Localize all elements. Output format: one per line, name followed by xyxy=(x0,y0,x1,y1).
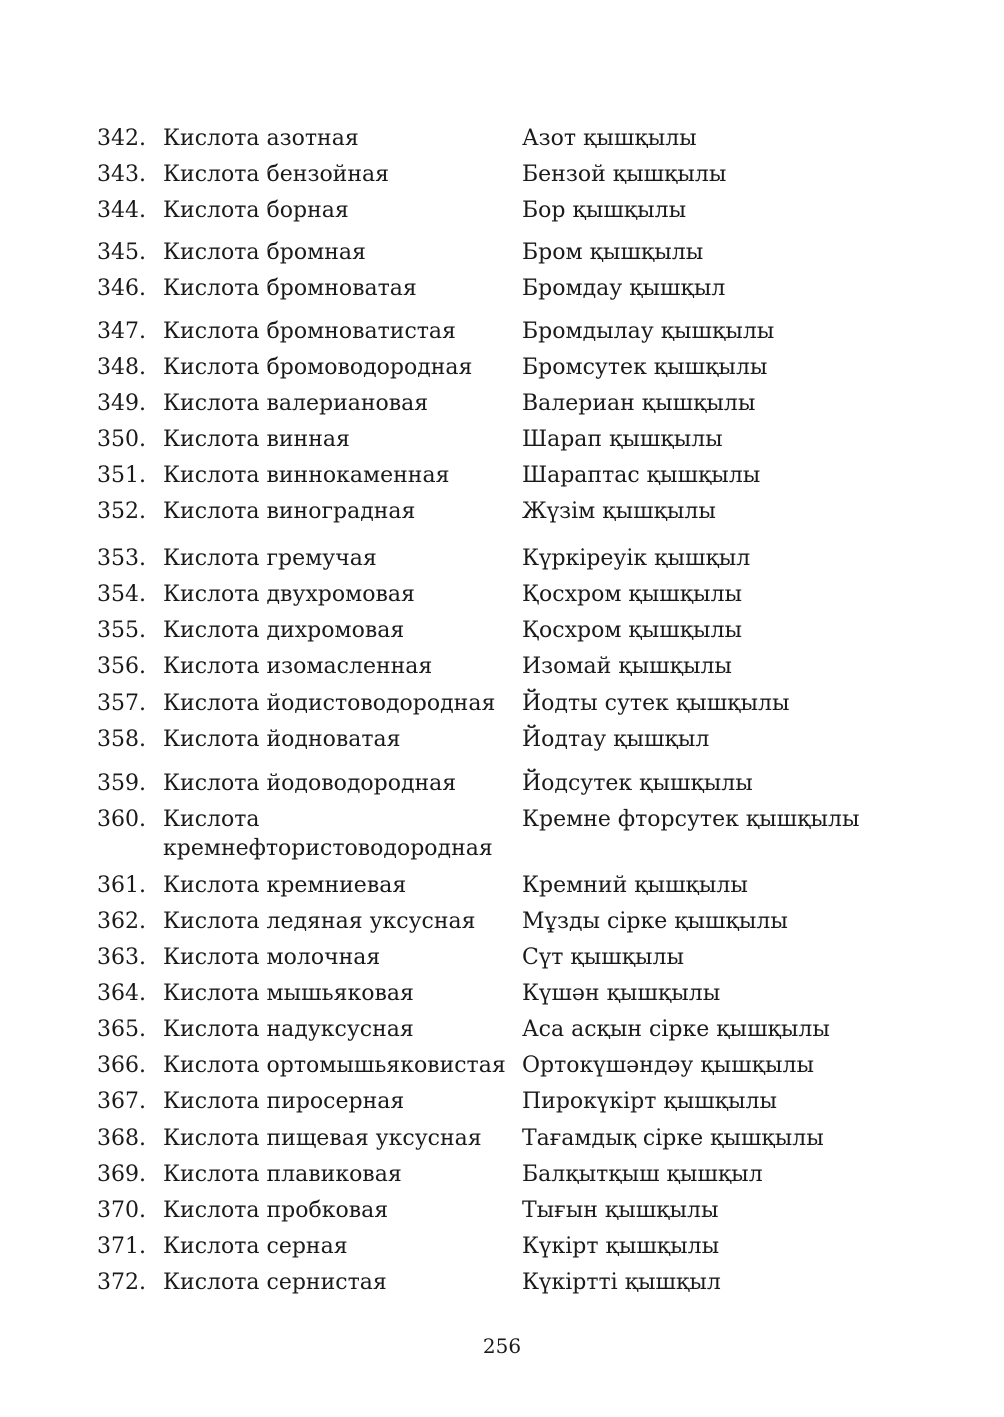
kazakh-term: Азот қышқылы xyxy=(522,126,697,151)
kazakh-term: Бром қышқылы xyxy=(522,240,704,265)
kazakh-term: Шарап қышқылы xyxy=(522,427,723,452)
kazakh-term: Ортокүшәндәу қышқылы xyxy=(522,1053,814,1078)
kazakh-term: Жүзім қышқылы xyxy=(522,499,716,524)
kazakh-term: Күкірт қышқылы xyxy=(522,1234,720,1259)
kazakh-term: Бор қышқылы xyxy=(522,198,687,223)
russian-term: Кислота бромноватистая xyxy=(163,319,456,344)
entry-number: 372. xyxy=(97,1270,146,1295)
entry-number: 365. xyxy=(97,1017,146,1042)
entry-number: 361. xyxy=(97,873,146,898)
russian-term: Кислота плавиковая xyxy=(163,1162,402,1187)
kazakh-term: Тағамдық сірке қышқылы xyxy=(522,1126,824,1151)
kazakh-term: Бромдылау қышқылы xyxy=(522,319,775,344)
entry-number: 371. xyxy=(97,1234,146,1259)
kazakh-term: Изомай қышқылы xyxy=(522,654,732,679)
entry-number: 370. xyxy=(97,1198,146,1223)
kazakh-term: Балқытқыш қышқыл xyxy=(522,1162,763,1187)
russian-term: Кислота виноградная xyxy=(163,499,416,524)
entry-number: 347. xyxy=(97,319,146,344)
russian-term: Кислота борная xyxy=(163,198,349,223)
entry-number: 343. xyxy=(97,162,146,187)
entry-number: 352. xyxy=(97,499,146,524)
kazakh-term: Бензой қышқылы xyxy=(522,162,727,187)
russian-term: Кислота гремучая xyxy=(163,546,377,571)
russian-term: Кислота азотная xyxy=(163,126,359,151)
kazakh-term: Пирокүкірт қышқылы xyxy=(522,1089,778,1114)
russian-term: Кислота йодноватая xyxy=(163,727,401,752)
entry-number: 351. xyxy=(97,463,146,488)
kazakh-term: Валериан қышқылы xyxy=(522,391,756,416)
entry-number: 367. xyxy=(97,1089,146,1114)
russian-term: Кислота сернистая xyxy=(163,1270,387,1295)
entry-number: 368. xyxy=(97,1126,146,1151)
entry-number: 362. xyxy=(97,909,146,934)
kazakh-term: Сүт қышқылы xyxy=(522,945,685,970)
kazakh-term: Күкіртті қышқыл xyxy=(522,1270,721,1295)
entry-number: 350. xyxy=(97,427,146,452)
page-number: 256 xyxy=(482,1334,522,1358)
russian-term: Кислота бензойная xyxy=(163,162,390,187)
entry-number: 355. xyxy=(97,618,146,643)
russian-term: Кислота мышьяковая xyxy=(163,981,414,1006)
entry-number: 364. xyxy=(97,981,146,1006)
kazakh-term: Йодтау қышқыл xyxy=(522,727,710,752)
russian-term: Кислота молочная xyxy=(163,945,381,970)
russian-term: Кислота дихромовая xyxy=(163,618,405,643)
entry-number: 354. xyxy=(97,582,146,607)
russian-term: Кислота пробковая xyxy=(163,1198,389,1223)
kazakh-term: Шараптас қышқылы xyxy=(522,463,761,488)
entry-number: 360. xyxy=(97,807,146,832)
kazakh-term: Күркіреуік қышқыл xyxy=(522,546,751,571)
russian-term: Кислота валериановая xyxy=(163,391,429,416)
kazakh-term: Кремне фторсутек қышқылы xyxy=(522,807,860,832)
kazakh-term: Қосхром қышқылы xyxy=(522,618,743,643)
kazakh-term: Күшән қышқылы xyxy=(522,981,721,1006)
entry-number: 369. xyxy=(97,1162,146,1187)
russian-term: Кислота надуксусная xyxy=(163,1017,414,1042)
entry-number: 358. xyxy=(97,727,146,752)
russian-term: Кислота виннокаменная xyxy=(163,463,450,488)
entry-number: 345. xyxy=(97,240,146,265)
russian-term: Кислота серная xyxy=(163,1234,348,1259)
russian-term: Кислота бромоводородная xyxy=(163,355,473,380)
russian-term: Кислота бромноватая xyxy=(163,276,417,301)
russian-term: Кислота кремнефтористоводородная xyxy=(163,807,493,861)
russian-term: Кислота пиросерная xyxy=(163,1089,405,1114)
kazakh-term: Аса асқын сірке қышқылы xyxy=(522,1017,830,1042)
kazakh-term: Кремний қышқылы xyxy=(522,873,748,898)
entry-number: 348. xyxy=(97,355,146,380)
russian-term: Кислота винная xyxy=(163,427,350,452)
kazakh-term: Йодсутек қышқылы xyxy=(522,771,753,796)
entry-number: 353. xyxy=(97,546,146,571)
entry-number: 366. xyxy=(97,1053,146,1078)
russian-term: Кислота пищевая уксусная xyxy=(163,1126,482,1151)
kazakh-term: Бромсутек қышқылы xyxy=(522,355,768,380)
russian-term: Кислота ортомышьяковистая xyxy=(163,1053,506,1078)
entry-number: 359. xyxy=(97,771,146,796)
kazakh-term: Қосхром қышқылы xyxy=(522,582,743,607)
entry-number: 356. xyxy=(97,654,146,679)
entry-number: 349. xyxy=(97,391,146,416)
russian-term: Кислота двухромовая xyxy=(163,582,415,607)
entry-number: 346. xyxy=(97,276,146,301)
russian-term: Кислота йодистоводородная xyxy=(163,691,496,716)
russian-term: Кислота йодоводородная xyxy=(163,771,457,796)
entry-number: 363. xyxy=(97,945,146,970)
russian-term: Кислота изомасленная xyxy=(163,654,433,679)
kazakh-term: Мұзды сірке қышқылы xyxy=(522,909,788,934)
entry-number: 357. xyxy=(97,691,146,716)
kazakh-term: Бромдау қышқыл xyxy=(522,276,726,301)
russian-term: Кислота ледяная уксусная xyxy=(163,909,476,934)
russian-term: Кислота бромная xyxy=(163,240,366,265)
entry-number: 342. xyxy=(97,126,146,151)
kazakh-term: Тығын қышқылы xyxy=(522,1198,719,1223)
russian-term: Кислота кремниевая xyxy=(163,873,407,898)
kazakh-term: Йодты сутек қышқылы xyxy=(522,691,790,716)
entry-number: 344. xyxy=(97,198,146,223)
